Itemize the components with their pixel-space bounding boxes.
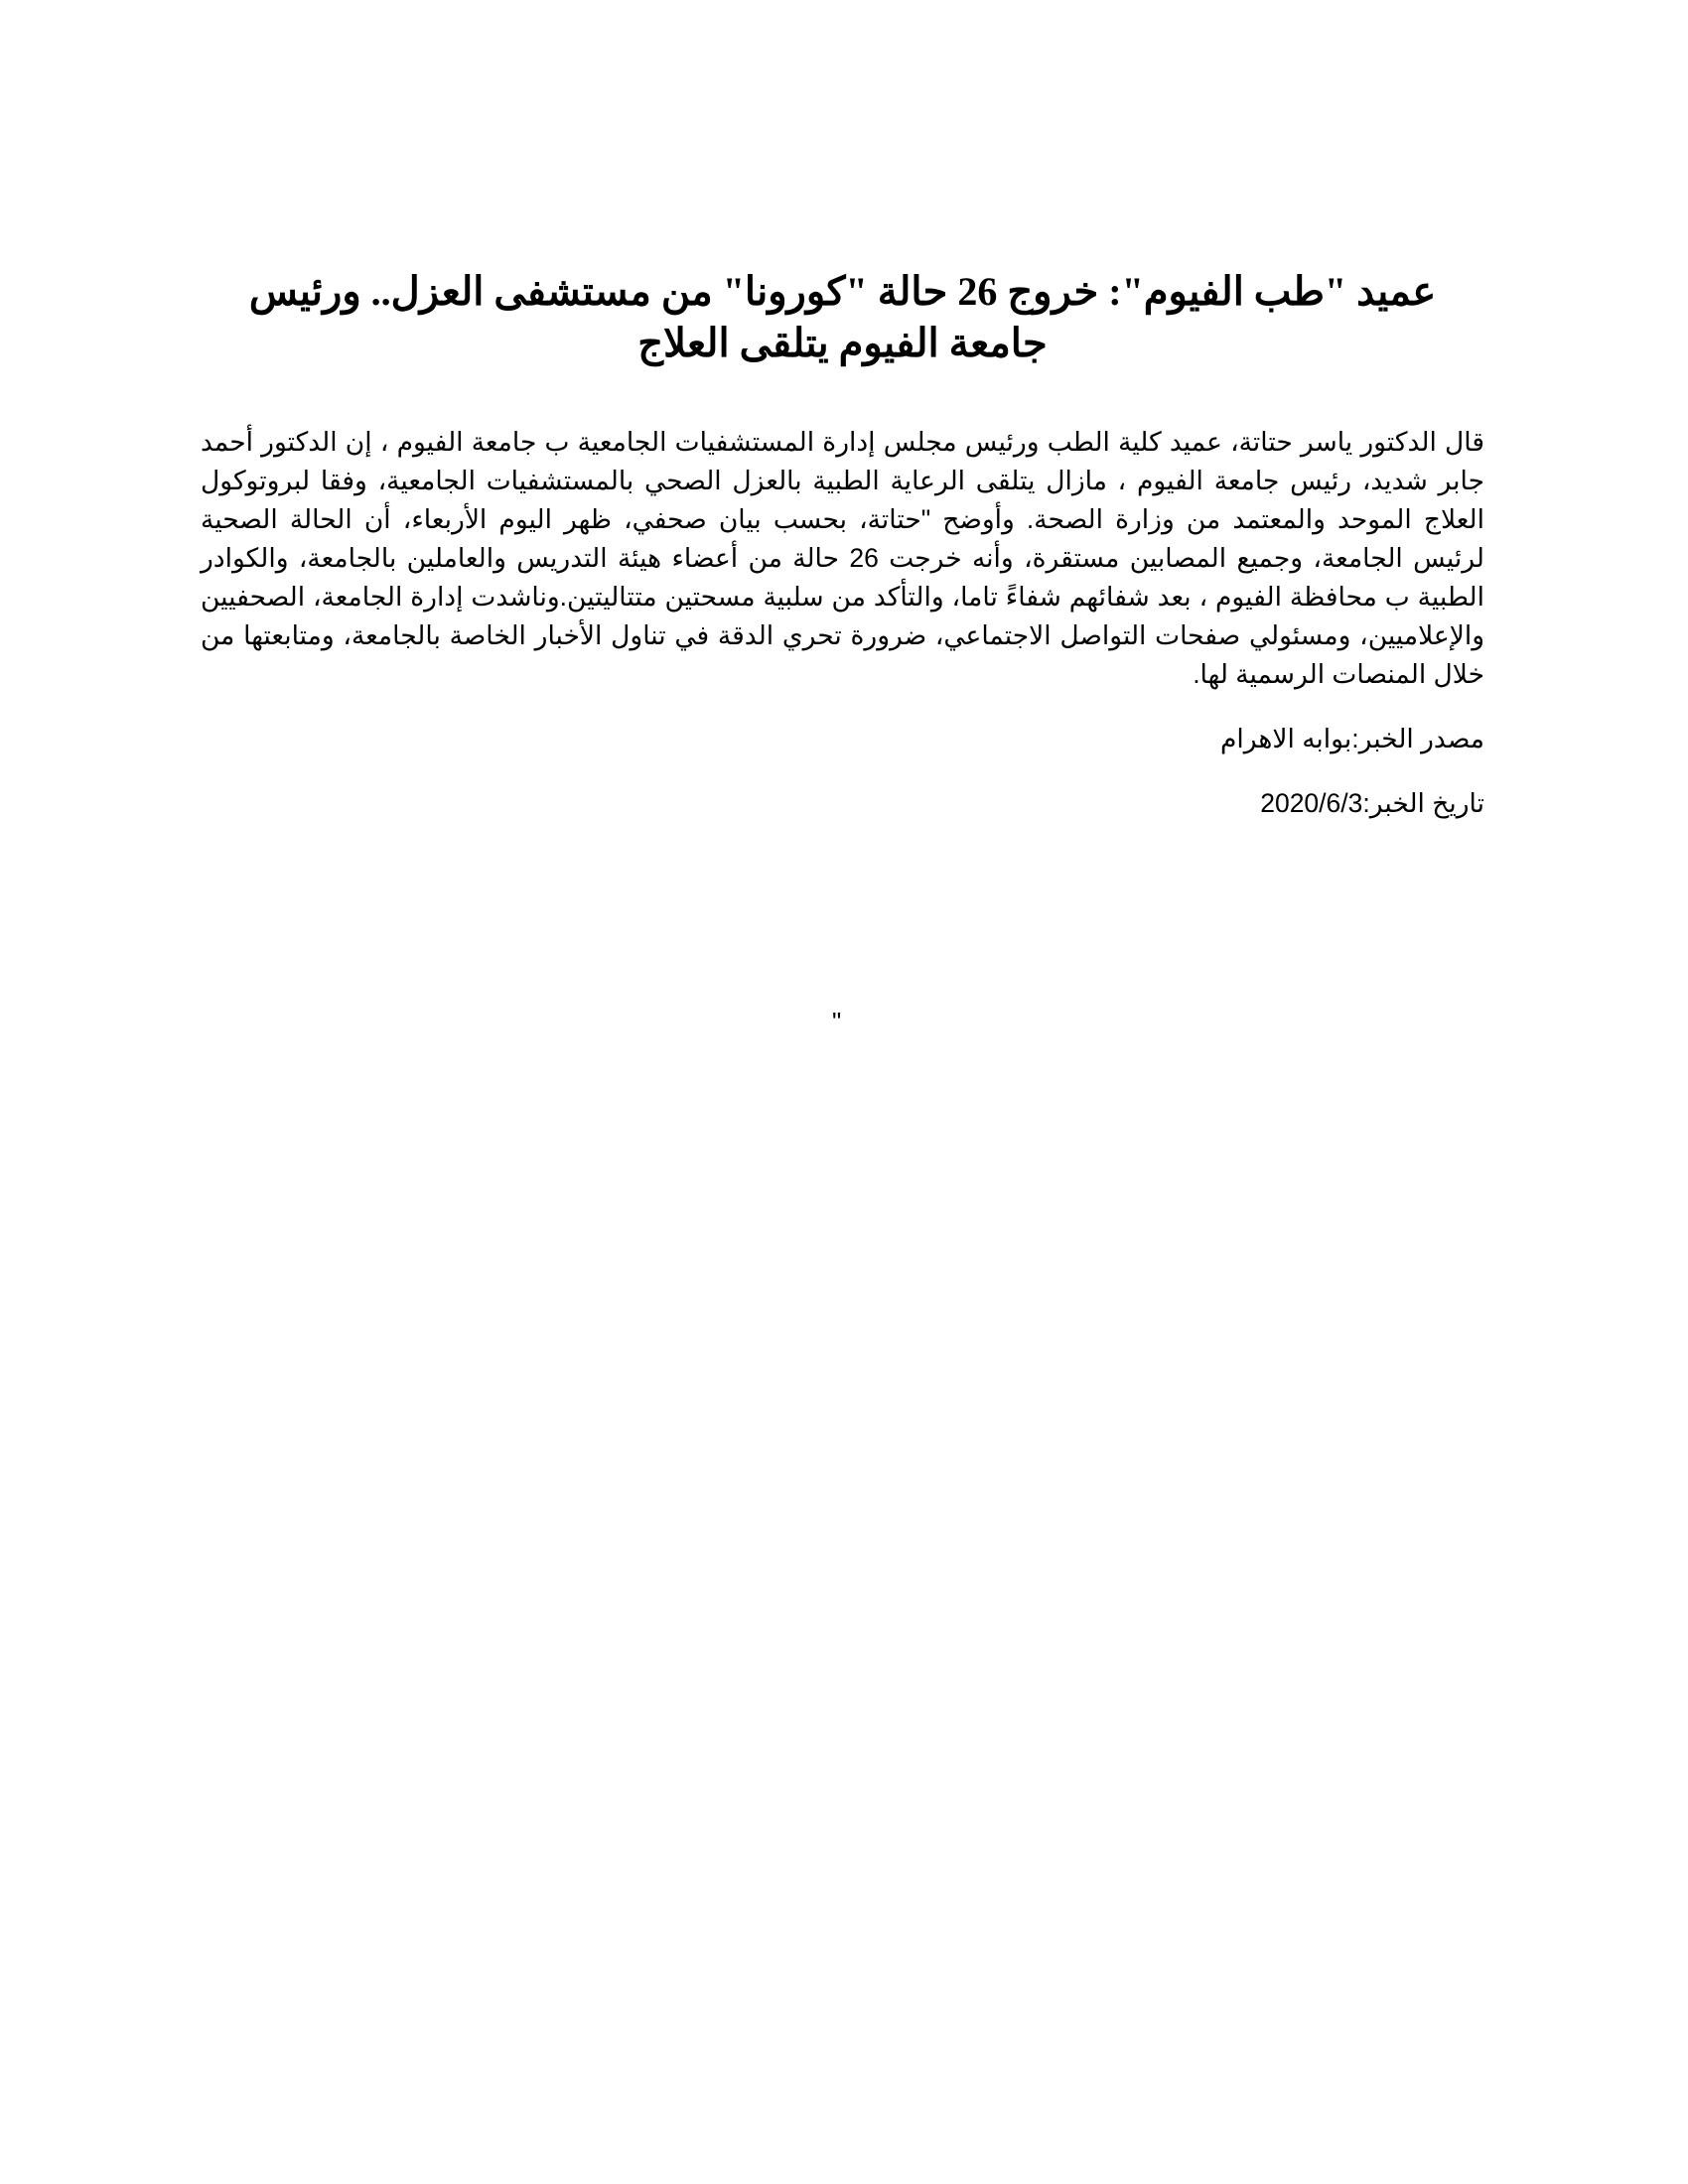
stray-quote-mark: "	[832, 1007, 842, 1036]
article-title: عميد "طب الفيوم": خروج 26 حالة "كورونا" من مستشفى العزل.. ورئيس جامعة الفيوم يتلقى العلاج	[248, 269, 1437, 365]
article-body: قال الدكتور ياسر حتاتة، عميد كلية الطب ورئيس مجلس إدارة المستشفيات الجامعية ب جامعة الفيوم ، إن الدكتور أحمد جابر شديد، رئيس جامعة الفيوم ، مازال يتلقى الرعاية الطبية بالعزل الصحي بالمستشفيات الجامعية، وفقا لبروتوكول العلاج الموحد والمعتمد من وزارة الصحة. وأوضح "حتاتة، بحسب بيان صحفي، ظهر اليوم الأربعاء، أن الحالة الصحية لرئيس الجامعة، وجميع المصابين مستقرة، وأنه خرجت 26 حالة من أعضاء هيئة التدريس والعاملين بالجامعة، والكوادر الطبية ب محافظة الفيوم ، بعد شفائهم شفاءً تاما، والتأكد من سلبية مسحتين متتاليتين.وناشدت إدارة الجامعة، الصحفيين والإعلاميين، ومسئولي صفحات التواصل الاجتماعي، ضرورة تحري الدقة في تناول الأخبار الخاصة بالجامعة، ومتابعتها من خلال المنصات الرسمية لها.	[201, 427, 1484, 689]
article-date: تاريخ الخبر:2020/6/3	[1260, 788, 1484, 818]
article	[201, 266, 1484, 823]
article-source: مصدر الخبر:بوابه الاهرام	[1220, 724, 1484, 753]
